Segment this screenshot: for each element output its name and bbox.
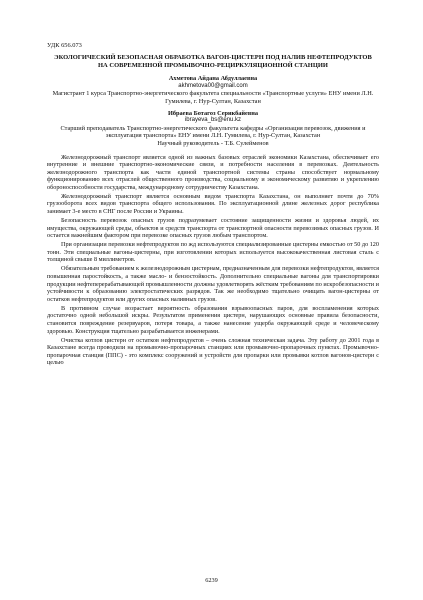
- paragraph: Железнодорожный транспорт является основным видом транспорта Казахстана, он выполняет почти до 70% грузооборота всех видов транспорта общего использования. По эксплуатационной длине железных дорог республика занимает 3-е место в СНГ после России и Украины.: [47, 192, 379, 216]
- author-email: ibrayeva_bs@enu.kz: [184, 117, 242, 124]
- paragraph: Очистка котлов цистерн от остатков нефтепродуктов – очень сложная техническая задача. Эту работу до 2001 года в Казахстане всегда проводили на промывочно-пропарочных станциях или промывочно-пропарочных пунктах. Промывочно-пропарочная станция (ППС) - это комплекс сооружений и устройств для пропарки или промывки котлов вагонов-цистерн с целью: [47, 336, 379, 367]
- author-name: Ибраева Ботагоз Серикбайевна: [167, 109, 259, 117]
- paragraph: Безопасность перевозок опасных грузов подразумевает состояние защищенности жизни и здоровья людей, их имущества, окружающей среды, объектов и средств транспорта от транспортной опасности перевозимых опасных грузов. И остается важнейшим фактором при перевозке опасных грузов любым транспортом.: [47, 217, 379, 240]
- udk-code: УДК 656.073: [47, 42, 82, 49]
- paragraph: При организации перевозки нефтепродуктов по жд используются специализированные цистерны емкостью от 50 до 120 тонн. Эти специальные вагоны-цистерны, при изготовлении которых используется высококачественная листовая сталь с толщиной свыше 8 миллиметров.: [47, 241, 379, 264]
- paragraph: Обязательным требованием к железнодорожным цистернам, предназначенным для перевозки нефтепродуктов, является повышенная паростойкость, а также масло- и бензостойкость. Дополнительно специальные вагоны для транспортировки продукции нефтеперерабатывающей промышленности должны удовлетворять жёстким требованиям по искробезопасности и устойчивости к образованию электростатических разрядов. Так же необходимо тщательно очищать вагон-цистерны от остатков нефтепродуктов или других опасных наливных грузов.: [47, 265, 379, 303]
- author-affiliation: Старший преподаватель Транспортно-энергетического факультета кафедры «Организация перевозок, движения и эксплуатация транспорта» ЕНУ имени Л.Н. Гумилева, г. Нур-Султан, Казахстан: [60, 124, 366, 140]
- author-email: akhmetova00@gmail.com: [178, 82, 248, 89]
- page-number: 6239: [205, 577, 218, 584]
- paragraph: Железнодорожный транспорт является одной из важных базовых отраслей экономики Казахстана, обеспечивает его внутренние и внешние транспортно-экономические связи, и потребности населения в перевозках. Деятельность железнодорожного транспорта как части единой транспортной системы страны способствует нормальному функционированию всех отраслей общественного производства, социальному и экономическому развитию и укреплению обороноспособности государства, международному сотрудничеству Казахстана.: [47, 153, 379, 191]
- author-affiliation: Магистрант 1 курса Транспортно-энергетического факультета специальности «Транспортные услуги» ЕНУ имени Л.Н. Гумилева, г. Нур-Султан, Казахстан: [52, 90, 374, 105]
- article-body: [47, 154, 379, 367]
- scientific-supervisor: Научный руководитель - Т.Б. Сулейменов: [157, 139, 269, 147]
- article-title: ЭКОЛОГИЧЕСКИЙ БЕЗОПАСНАЯ ОБРАБОТКА ВАГОН-ЦИСТЕРН ПОД НАЛИВ НЕФТЕПРОДУКТОВ НА СОВРЕМЕННОЙ ПРОМЫВОЧНО-РЕЦИРКУЛЯЦИОННОЙ СТАНЦИИ: [54, 54, 372, 70]
- author-block-2: [47, 110, 379, 148]
- author-block-1: [47, 75, 379, 105]
- paragraph: В противном случае возрастает вероятность образования взрывоопасных паров, для воспламенения которых достаточно одной небольшой искры. Результатом применения цистерн, нарушающих основные правила безопасности, становится повреждение резервуаров, потеря товара, а также нанесение ущерба окружающей среде и человеческому здоровью. Конструкция тщательно разрабатывается инженерами.: [47, 304, 379, 335]
- author-name: Ахметова Айдана Абдуллаевна: [168, 75, 258, 83]
